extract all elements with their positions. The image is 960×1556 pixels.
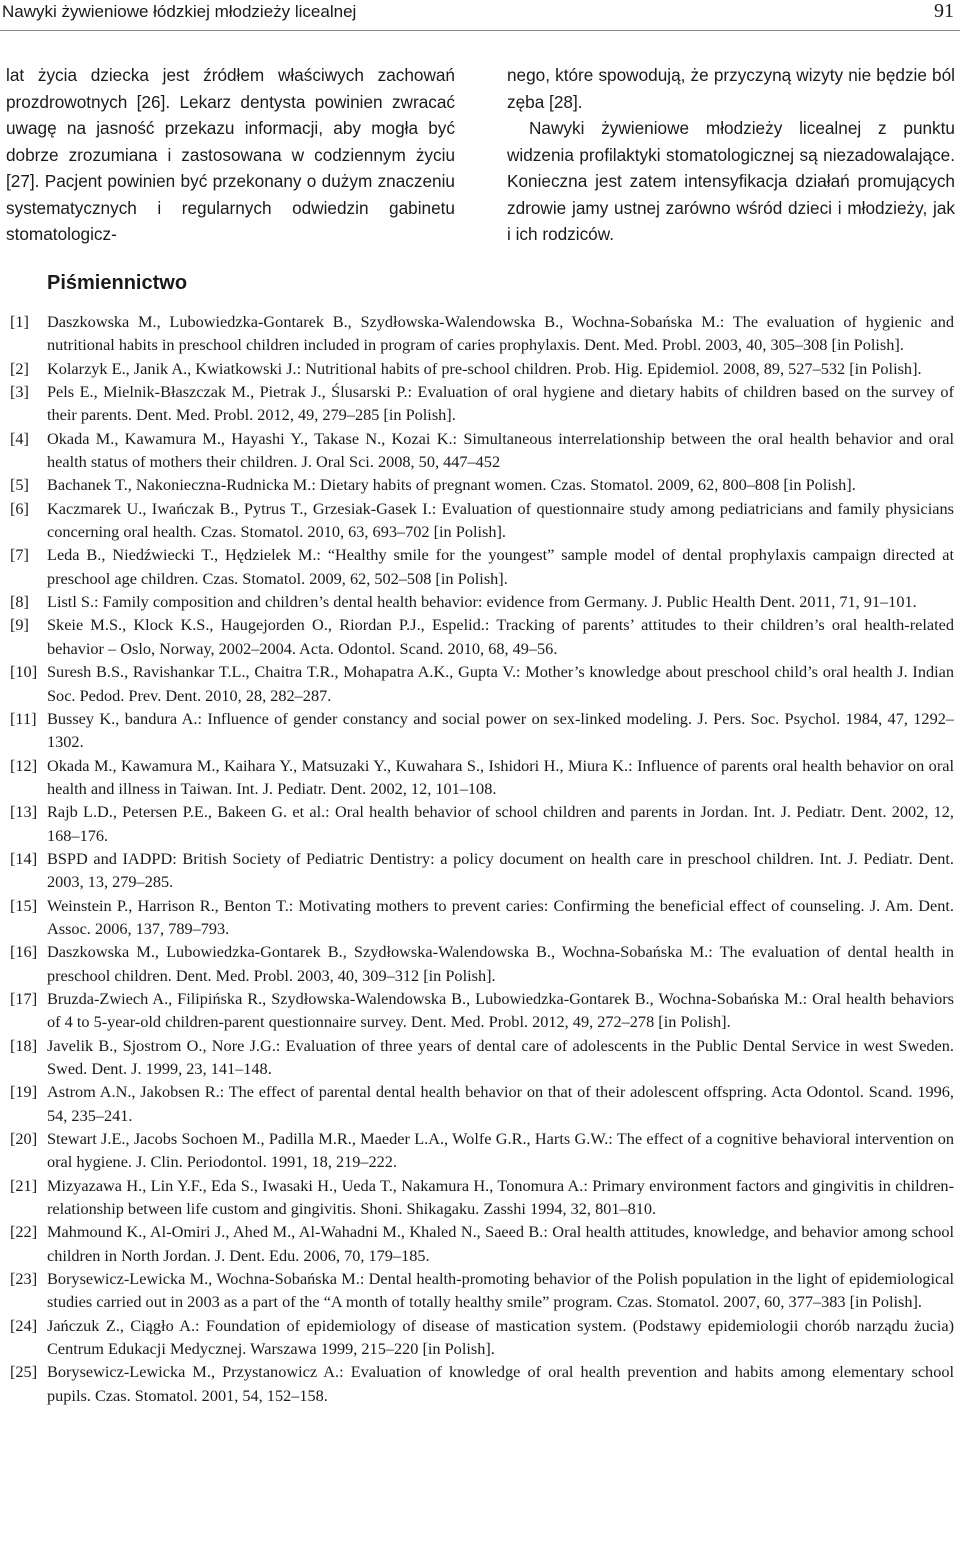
reference-number: [14] (10, 848, 38, 868)
reference-number: [8] (10, 592, 29, 612)
reference-text: Stewart J.E., Jacobs Sochoen M., Padilla M.R., Maeder L.A., Wolfe G.R., Harts G.W.: The effect of a cognitive behavioral intervention on oral hygiene. J. Clin. Periodontol. 1991, 18, 219–222. (47, 1129, 954, 1172)
reference-text: Bruzda-Zwiech A., Filipińska R., Szydłowska-Walendowska B., Lubowiedzka-Gontarek B., Wochna-Sobańska M.: Oral health behaviors of 4 to 5-year-old children-parent questionnaire survey. Dent. Med. Probl. 2012, 49, 272–278 [in Polish]. (47, 988, 954, 1032)
reference-number: [20] (10, 1129, 38, 1149)
reference-number: [25] (10, 1362, 38, 1382)
body-paragraph: nego, które spowodują, że przyczyną wizyty nie będzie ból zęba [28]. (507, 65, 955, 112)
reference-text: Bachanek T., Nakonieczna-Rudnicka M.: Dietary habits of pregnant women. Czas. Stomatol. 2009, 62, 800–808 [in Polish]. (47, 475, 856, 495)
references-heading: Piśmiennictwo (47, 272, 188, 294)
reference-text: Javelik B., Sjostrom O., Nore J.G.: Evaluation of three years of dental care of adolescents in the Public Dental Service in west Sweden. Swed. Dent. J. 1999, 23, 141–148. (47, 1035, 954, 1078)
reference-text: Weinstein P., Harrison R., Benton T.: Motivating mothers to prevent caries: Confirming the beneficial effect of counseling. J. Am. Dent. Assoc. 2006, 137, 789–793. (47, 895, 954, 938)
reference-item (0, 590, 958, 613)
reference-number: [12] (10, 755, 38, 775)
reference-text: Daszkowska M., Lubowiedzka-Gontarek B., Szydłowska-Walendowska B., Wochna-Sobańska M.: The evaluation of hygienic and nutritional habits in preschool children included in program of caries prophylaxis. Dent. Med. Probl. 2003, 40, 305–308 [in Polish]. (47, 312, 954, 355)
reference-number: [18] (10, 1035, 38, 1055)
reference-text: Leda B., Niedźwiecki T., Hędzielek M.: “Healthy smile for the youngest” sample model of dental prophylaxis campaign directed at preschool age children. Czas. Stomatol. 2009, 62, 502–508 [in Polish]. (47, 545, 954, 588)
running-title: Nawyki żywieniowe łódzkiej młodzieży licealnej (2, 2, 357, 21)
reference-text: Bussey K., bandura A.: Influence of gender constancy and social power on sex-linked modeling. J. Pers. Soc. Psychol. 1984, 47, 1292–1302. (47, 708, 954, 752)
reference-item (0, 543, 958, 590)
reference-text: Skeie M.S., Klock K.S., Haugejorden O., Riordan P.J., Espelid.: Tracking of parents’ attitudes to their children’s oral health-related behavior – Oslo, Norway, 2002–2004. Acta. Odontol. Scand. 2010, 68, 49–56. (47, 615, 954, 658)
reference-number: [2] (10, 358, 29, 378)
body-right-column (507, 62, 955, 248)
reference-text: Jańczuk Z., Ciągło A.: Foundation of epidemiology of disease of mastication system. (Podstawy epidemiologii chorób narządu żucia) Centrum Edukacji Medycznej. Warszawa 1999, 215–220 [in Polish]. (47, 1315, 954, 1359)
reference-number: [11] (10, 708, 37, 728)
reference-text: Mahmound K., Al-Omiri J., Ahed M., Al-Wahadni M., Khaled N., Saeed B.: Oral health attitudes, knowledge, and behavior among school children in North Jordan. J. Dent. Edu. 2006, 70, 179–185. (47, 1222, 954, 1265)
reference-item (0, 1220, 958, 1267)
reference-number: [22] (10, 1222, 38, 1242)
reference-number: [16] (10, 942, 38, 962)
reference-number: [4] (10, 428, 29, 448)
reference-number: [19] (10, 1082, 38, 1102)
reference-list (0, 310, 958, 1407)
page-number: 91 (934, 0, 954, 22)
reference-item (0, 380, 958, 427)
reference-number: [15] (10, 895, 38, 915)
reference-text: Borysewicz-Lewicka M., Wochna-Sobańska M.: Dental health-promoting behavior of the Polish population in the light of epidemiological studies carried out in 2003 as a part of the “A month of totally healthy smile” program. Czas. Stomatol. 2007, 60, 377–383 [in Polish]. (47, 1269, 954, 1312)
reference-item (0, 707, 958, 754)
reference-item (0, 473, 958, 496)
reference-text: BSPD and IADPD: British Society of Pediatric Dentistry: a policy document on health care in preschool children. Int. J. Pediatr. Dent. 2003, 13, 279–285. (47, 848, 954, 892)
reference-item (0, 847, 958, 894)
reference-number: [13] (10, 802, 38, 822)
reference-number: [21] (10, 1175, 38, 1195)
reference-item (0, 754, 958, 801)
reference-item (0, 660, 958, 707)
reference-text: Kaczmarek U., Iwańczak B., Pytrus T., Grzesiak-Gasek I.: Evaluation of questionnaire study among pediatricians and family physicians concerning oral health. Czas. Stomatol. 2010, 63, 693–702 [in Polish]. (47, 498, 954, 542)
reference-item (0, 1080, 958, 1127)
running-header (0, 0, 960, 31)
reference-text: Listl S.: Family composition and children’s dental health behavior: evidence from Germany. J. Public Health Dent. 2011, 71, 91–101. (47, 592, 917, 612)
reference-number: [5] (10, 475, 29, 495)
reference-number: [9] (10, 615, 29, 635)
body-left-column (6, 62, 455, 248)
conclusion-paragraph: Nawyki żywieniowe młodzieży licealnej z punktu widzenia profilaktyki stomatologicznej są niezadowalające. Konieczna jest zatem intensyfikacja działań promujących zdrowie jamy ustnej zarówno wśród dzieci i młodzieży, jak i ich rodziców. (507, 118, 955, 244)
reference-number: [1] (10, 312, 29, 331)
reference-item (0, 1267, 958, 1314)
reference-text: Okada M., Kawamura M., Hayashi Y., Takase N., Kozai K.: Simultaneous interrelationship between the oral health behavior and oral health status of mothers their children. J. Oral Sci. 2008, 50, 447–452 (47, 428, 954, 472)
reference-text: Rajb L.D., Petersen P.E., Bakeen G. et al.: Oral health behavior of school children and parents in Jordan. Int. J. Pediatr. Dent. 2002, 12, 168–176. (47, 802, 954, 845)
reference-item (0, 894, 958, 941)
reference-item (0, 1127, 958, 1174)
reference-text: Mizyazawa H., Lin Y.F., Eda S., Iwasaki H., Ueda T., Nakamura H., Tonomura A.: Primary environment factors and gingivitis in children-relationship between life custom and gingivitis. Shoni. Shikagaku. Zasshi 1994, 32, 801–810. (47, 1175, 954, 1219)
reference-text: Suresh B.S., Ravishankar T.L., Chaitra T.R., Mohapatra A.K., Gupta V.: Mother’s knowledge about preschool child’s oral health J. Indian Soc. Pedod. Prev. Dent. 2010, 28, 282–287. (47, 662, 954, 705)
reference-item (0, 987, 958, 1034)
reference-text: Astrom A.N., Jakobsen R.: The effect of parental dental health behavior on that of their adolescent offspring. Acta Odontol. Scand. 1996, 54, 235–241. (47, 1082, 954, 1125)
reference-item (0, 1360, 958, 1407)
reference-item (0, 1314, 958, 1361)
reference-item (0, 357, 958, 380)
reference-number: [6] (10, 498, 29, 518)
reference-item (0, 497, 958, 544)
reference-number: [10] (10, 662, 38, 682)
reference-text: Borysewicz-Lewicka M., Przystanowicz A.: Evaluation of knowledge of oral health prevention and habits among elementary school pupils. Czas. Stomatol. 2001, 54, 152–158. (47, 1362, 954, 1405)
reference-number: [3] (10, 382, 29, 402)
reference-item (0, 1034, 958, 1081)
reference-text: Daszkowska M., Lubowiedzka-Gontarek B., Szydłowska-Walendowska B., Wochna-Sobańska M.: The evaluation of dental health in preschool children. Dent. Med. Probl. 2003, 40, 309–312 [in Polish]. (47, 942, 954, 985)
reference-text: Kolarzyk E., Janik A., Kwiatkowski J.: Nutritional habits of pre-school children. Prob. Hig. Epidemiol. 2008, 89, 527–532 [in Polish]. (47, 358, 922, 378)
reference-item (0, 427, 958, 474)
body-paragraph: lat życia dziecka jest źródłem właściwych zachowań prozdrowotnych [26]. Lekarz dentysta powinien zwracać uwagę na jasność przekazu informacji, aby mogła być dobrze zrozumiana i zastosowana w codziennym życiu [27]. Pacjent powinien być przekonany o dużym znaczeniu systematycznych i regularnych odwiedzin gabinetu stomatologicz- (6, 65, 455, 244)
reference-item (0, 1174, 958, 1221)
reference-item (0, 940, 958, 987)
reference-text: Pels E., Mielnik-Błaszczak M., Pietrak J., Ślusarski P.: Evaluation of oral hygiene and dietary habits of children based on the survey of their parents. Dent. Med. Probl. 2012, 49, 279–285 [in Polish]. (47, 382, 954, 425)
reference-number: [17] (10, 988, 38, 1008)
reference-number: [23] (10, 1269, 38, 1289)
reference-text: Okada M., Kawamura M., Kaihara Y., Matsuzaki Y., Kuwahara S., Ishidori H., Miura K.: Influence of parents oral health behavior on oral health and illness in Taiwan. Int. J. Pediatr. Dent. 2002, 12, 101–108. (47, 755, 954, 798)
reference-item (0, 613, 958, 660)
reference-item (0, 310, 958, 357)
reference-number: [7] (10, 545, 29, 565)
reference-item (0, 800, 958, 847)
reference-number: [24] (10, 1315, 38, 1335)
